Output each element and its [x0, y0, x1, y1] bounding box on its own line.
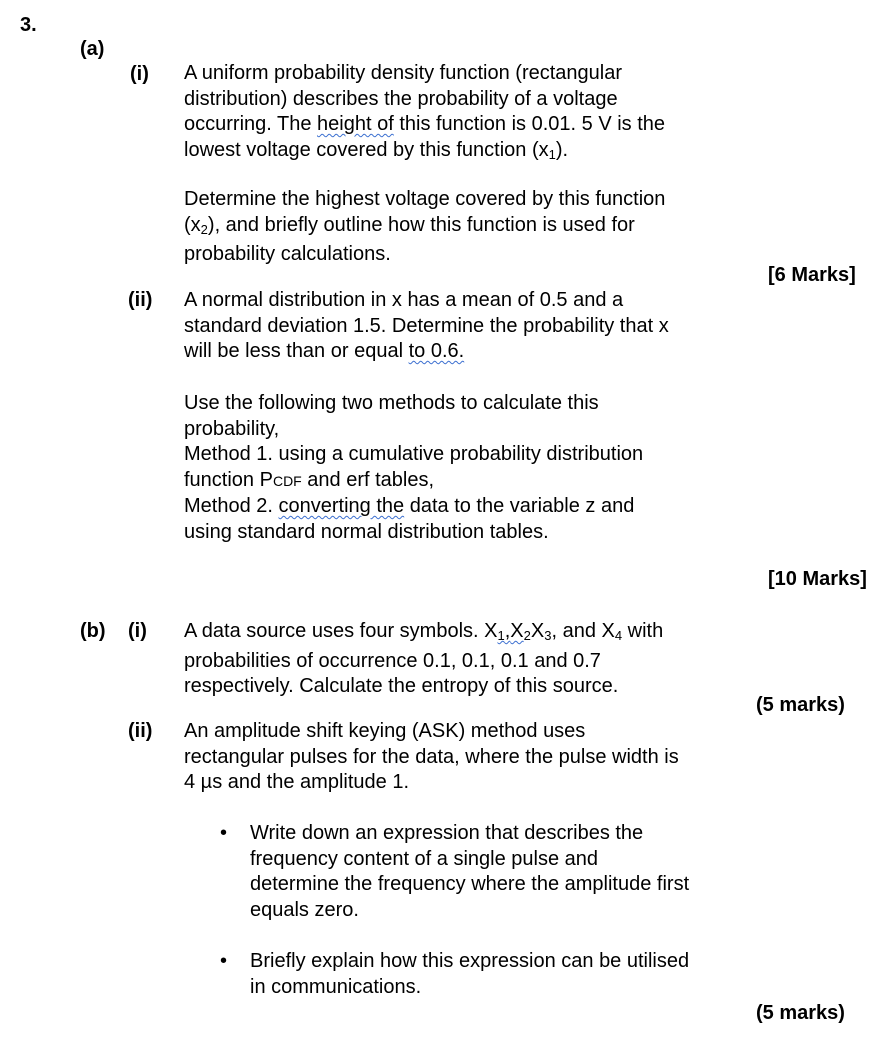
bullet-icon: •	[220, 822, 228, 844]
text-line: Briefly explain how this expression can be utilised	[250, 950, 690, 972]
text-line: rectangular pulses for the data, where the pulse width is	[184, 745, 679, 768]
text-line: function PCDF and erf tables,	[184, 468, 435, 491]
part-a-i-marks: [6 Marks]	[768, 264, 856, 286]
spell-check-underline: to 0.6.	[408, 340, 465, 362]
text-line: A normal distribution in x has a mean of 0.5 and a	[184, 289, 624, 311]
text-line: lowest voltage covered by this function $(x_1)$.	[184, 138, 569, 162]
text-line: Determine the highest voltage covered by this function	[184, 188, 666, 210]
text-line: An amplitude shift keying (ASK) method uses	[184, 720, 586, 742]
part-b-i-label: (i)	[128, 620, 147, 642]
text-line: probabilities of occurrence 0.1, 0.1, 0.1 and 0.7	[184, 649, 601, 672]
text-line: frequency content of a single pulse and	[250, 847, 599, 870]
part-b-i-paragraph	[184, 619, 744, 700]
part-a-ii-paragraph-1	[184, 288, 744, 365]
text-line: Use the following two methods to calculate this	[184, 392, 599, 414]
bullet-icon: •	[220, 950, 228, 972]
spell-check-underline: height of	[317, 113, 394, 135]
text-line: equals zero.	[250, 898, 359, 921]
text-line: probability,	[184, 417, 280, 440]
text-line: in communications.	[250, 975, 422, 998]
text-line: Write down an expression that describes the	[250, 822, 644, 844]
part-a-i-label: (i)	[130, 63, 149, 85]
text-line: $(x_2)$, and briefly outline how this function is used for	[184, 213, 635, 237]
text-line: Method 1. using a cumulative probability distribution	[184, 443, 644, 465]
text-line: probability calculations.	[184, 243, 391, 265]
text-line: respectively. Calculate the entropy of this source.	[184, 675, 619, 697]
text-line: A data source uses four symbols. $X_1,X_2X_3$, and $X_4$ with	[184, 620, 664, 643]
text-line: Method 2. converting the data to the variable z and	[184, 495, 635, 517]
part-a-i-paragraph-1	[184, 61, 744, 167]
part-b-ii-label: (ii)	[128, 720, 153, 742]
spell-check-underline: $_1$,X	[497, 620, 524, 643]
question-number: 3.	[20, 14, 37, 36]
text-line: distribution) describes the probability of a voltage	[184, 87, 618, 110]
text-line: occurring. The height of this function is 0.01. 5 V is the	[184, 113, 666, 135]
part-a-ii-label: (ii)	[128, 289, 153, 311]
part-b-label: (b)	[80, 620, 106, 642]
text-line: 4 µs and the amplitude 1.	[184, 771, 409, 793]
text-line: A uniform probability density function (rectangular	[184, 62, 623, 84]
text-line: will be less than or equal to 0.6.	[184, 340, 465, 362]
bullet-item	[250, 821, 750, 923]
part-b-i-marks: (5 marks)	[756, 694, 845, 716]
part-a-label: (a)	[80, 38, 105, 60]
spell-check-underline: converting the	[278, 495, 405, 517]
part-b-ii-marks: (5 marks)	[756, 1002, 845, 1024]
part-a-ii-marks: [10 Marks]	[768, 568, 867, 590]
text-line: using standard normal distribution tables.	[184, 520, 549, 543]
text-line: determine the frequency where the amplitude first	[250, 873, 690, 895]
part-a-ii-paragraph-2	[184, 391, 744, 545]
part-a-i-paragraph-2	[184, 187, 744, 268]
part-b-ii-paragraph	[184, 719, 744, 796]
text-line: standard deviation 1.5. Determine the probability that x	[184, 314, 669, 337]
bullet-item	[250, 949, 750, 1000]
